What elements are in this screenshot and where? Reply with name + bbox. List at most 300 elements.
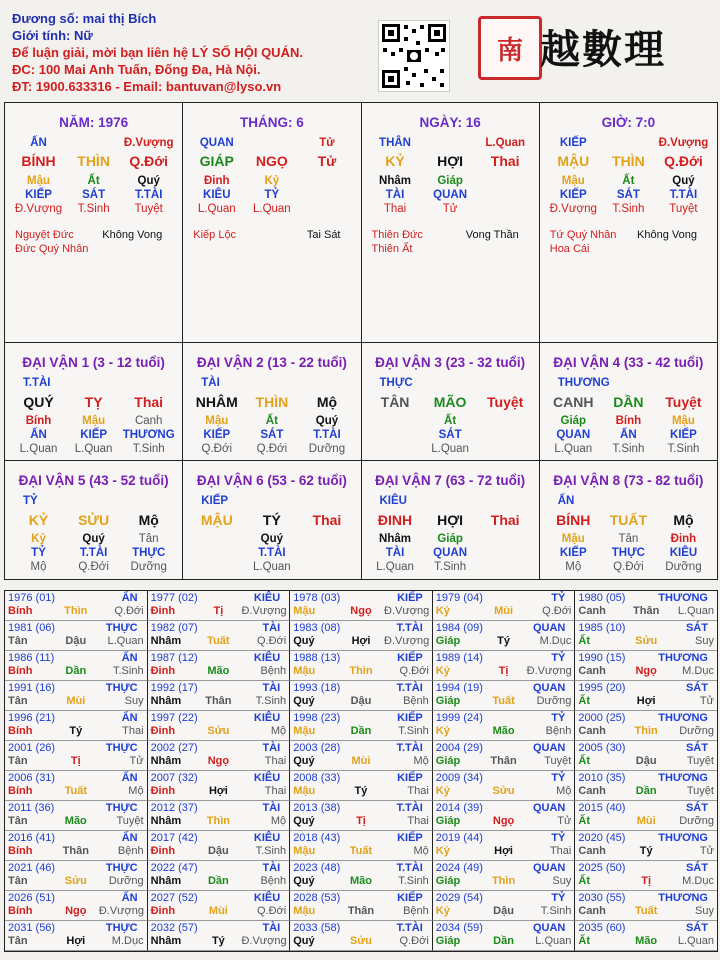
hidden-stem: Nhâm (379, 175, 411, 187)
year-cell (433, 891, 576, 921)
year-stage: Bệnh (260, 875, 287, 887)
hidden-stage: L.Quan (252, 561, 291, 573)
hidden-stage: Mộ (565, 561, 582, 573)
year-star: THỰC (105, 802, 138, 814)
year-branch: Sửu (207, 725, 230, 737)
year-star: ẤN (121, 712, 138, 724)
year-branch: Mão (64, 815, 87, 827)
owner-name: Đương số: mai thị Bích (12, 11, 157, 26)
year-stage: Tử (699, 845, 714, 857)
year-stage: Q.Đới (256, 905, 287, 917)
year-cell (575, 711, 717, 741)
year-stem: Giáp (435, 875, 461, 887)
year-stage: Suy (124, 695, 144, 707)
year-label: 1987 (12) (150, 652, 198, 664)
year-label: 1977 (02) (150, 592, 198, 604)
year-star: TỶ (551, 832, 566, 844)
hidden-stage: Tuyệt (134, 203, 163, 215)
hidden-stem (300, 174, 355, 188)
year-stem: Kỷ (435, 725, 450, 737)
year-cell (148, 891, 291, 921)
year-cell (148, 651, 291, 681)
spacer (423, 136, 478, 150)
year-star: THƯƠNG (658, 592, 708, 604)
year-label: 2004 (29) (435, 742, 483, 754)
year-stage: Mộ (270, 725, 287, 737)
can-star: KIÊU (379, 495, 407, 507)
year-label: 1988 (13) (293, 652, 341, 664)
dai-van-title: ĐẠI VẬN 1 (3 - 12 tuổi) (22, 355, 165, 370)
year-label: 1993 (18) (293, 682, 341, 694)
year-branch: Tị (356, 815, 366, 827)
year-star: SÁT (685, 622, 708, 634)
year-stem: Đinh (150, 785, 176, 797)
year-stage: Tử (699, 695, 714, 707)
stage: Mộ (673, 512, 694, 528)
year-cell (5, 921, 148, 951)
heavenly-stem: BÍNH (556, 512, 591, 528)
stage: Thai (490, 512, 520, 528)
year-cell (575, 891, 717, 921)
hidden-star: KIẾP (559, 547, 587, 559)
year-cell (575, 921, 717, 951)
year-stem: Mậu (293, 905, 316, 917)
hidden-stage: T.Sinh (132, 443, 165, 455)
dai-van-title: ĐẠI VẬN 4 (33 - 42 tuổi) (553, 355, 704, 370)
hidden-stem (478, 414, 533, 428)
special-star: Vong Thần (465, 229, 519, 241)
year-branch: Dậu (65, 635, 87, 647)
stage: Tử (317, 153, 337, 169)
year-branch: Dần (65, 665, 87, 677)
year-stage: Tuyệt (544, 755, 572, 767)
year-star: TÀI (262, 682, 281, 694)
hidden-star: T.TÀI (313, 429, 341, 441)
heavenly-stem: TÂN (380, 394, 410, 410)
year-star: TÀI (262, 922, 281, 934)
year-branch: Sửu (492, 785, 515, 797)
year-cell (148, 921, 291, 951)
year-label: 2007 (32) (150, 772, 198, 784)
hidden-stage (300, 202, 355, 216)
year-star: TỶ (551, 592, 566, 604)
year-stem: Quý (293, 935, 315, 947)
year-stage: T.Sinh (398, 725, 429, 737)
year-label: 1976 (01) (8, 592, 56, 604)
phone-email: ĐT: 1900.633316 - Email: bantuvan@lyso.vn (12, 79, 282, 94)
year-stem: Kỷ (435, 785, 450, 797)
year-label: 2016 (41) (8, 832, 56, 844)
hidden-star: KIẾP (670, 429, 697, 441)
hidden-stem: Bính (615, 415, 642, 427)
spacer (252, 494, 303, 508)
year-cell (148, 711, 291, 741)
year-branch: Thân (633, 605, 660, 617)
year-star: QUAN (532, 622, 566, 634)
year-label: 2035 (60) (578, 922, 626, 934)
special-star: Thiên Ất (371, 243, 413, 255)
hidden-stem: Mậu (27, 175, 51, 187)
hidden-star: SÁT (438, 429, 462, 441)
can-star: THỰC (379, 377, 413, 389)
year-branch: Tị (213, 605, 224, 617)
year-stage: T.Sinh (540, 905, 572, 917)
year-branch: Ngọ (492, 815, 515, 827)
stage: Tử (319, 137, 335, 149)
year-stem: Canh (578, 605, 606, 617)
year-stage: T.Sinh (255, 695, 287, 707)
year-star: ẤN (121, 592, 138, 604)
address: ĐC: 100 Mai Anh Tuấn, Đống Đa, Hà Nội. (12, 62, 261, 77)
earthly-branch: TUẤT (609, 512, 648, 528)
year-stem: Giáp (435, 935, 461, 947)
year-cell (5, 861, 148, 891)
hidden-stem: Mậu (671, 415, 695, 427)
stage: Đ.Vượng (658, 137, 709, 149)
year-cell (290, 741, 433, 771)
can-star: QUAN (199, 137, 234, 149)
year-branch: Tý (497, 635, 510, 647)
year-stem: Quý (293, 875, 315, 887)
year-branch: Sửu (635, 635, 658, 647)
hidden-stage: Dưỡng (665, 561, 702, 573)
year-star: KIÊU (253, 892, 281, 904)
year-stage: Đ.Vượng (384, 605, 430, 617)
year-star: TÀI (262, 622, 281, 634)
heavenly-stem: MẬU (200, 512, 233, 528)
year-star: TÀI (262, 862, 281, 874)
year-stem: Bính (8, 785, 33, 797)
pillar-1 (183, 103, 361, 343)
year-stage: Dưỡng (679, 815, 714, 827)
hidden-stage: T.Sinh (667, 443, 700, 455)
hidden-stage (478, 202, 533, 216)
heavenly-stem: MẬU (557, 153, 590, 169)
hidden-stem: Tân (618, 533, 639, 545)
year-cell (290, 621, 433, 651)
year-stem: Tân (8, 755, 28, 767)
hidden-stage: Mộ (30, 561, 47, 573)
pillar-0 (5, 103, 183, 343)
hidden-stem: Canh (134, 415, 163, 427)
year-label: 2008 (33) (293, 772, 341, 784)
earthly-branch: DẦN (613, 394, 644, 410)
hidden-star (300, 188, 355, 202)
year-label: 2028 (53) (293, 892, 341, 904)
year-stage: Q.Đới (399, 665, 429, 677)
special-star: Thiên Đức (371, 229, 423, 241)
year-stage: Mộ (270, 815, 287, 827)
hidden-star: TÀI (385, 547, 405, 559)
year-label: 1978 (03) (293, 592, 341, 604)
can-star: TÀI (201, 377, 220, 389)
year-star: QUAN (532, 922, 566, 934)
year-branch: Thìn (349, 665, 373, 677)
year-stem: Nhâm (150, 875, 182, 887)
year-star: T.TÀI (396, 682, 423, 694)
year-cell (148, 831, 291, 861)
year-cell (5, 801, 148, 831)
year-cell (433, 711, 576, 741)
hidden-stem: Quý (82, 533, 105, 545)
year-cell (290, 771, 433, 801)
hidden-star: T.TÀI (669, 189, 698, 201)
heavenly-stem: KỶ (28, 512, 49, 528)
gender: Giới tính: Nữ (12, 28, 93, 43)
year-branch: Tuất (64, 785, 87, 797)
year-stem: Kỷ (435, 845, 450, 857)
hidden-stem: Giáp (437, 533, 463, 545)
earthly-branch: THÌN (255, 394, 289, 410)
year-stem: Tân (8, 875, 28, 887)
year-star: T.TÀI (396, 622, 423, 634)
year-label: 1996 (21) (8, 712, 56, 724)
can-star: KIẾP (559, 137, 587, 149)
year-stage: Đ.Vượng (241, 605, 287, 617)
year-stem: Ất (578, 635, 590, 647)
year-stem: Canh (578, 785, 606, 797)
earthly-branch: NGỌ (255, 153, 288, 169)
year-label: 1984 (09) (435, 622, 483, 634)
hidden-stem: Quý (137, 175, 160, 187)
year-cell (575, 771, 717, 801)
stage: Q.Đới (664, 153, 703, 169)
hidden-stem: Mậu (561, 533, 585, 545)
year-star: KIẾP (397, 592, 423, 604)
year-branch: Tý (639, 845, 653, 857)
year-label: 2015 (40) (578, 802, 626, 814)
year-stage: Mộ (413, 845, 429, 857)
hidden-stage: Đ.Vượng (14, 203, 63, 215)
year-cell (5, 621, 148, 651)
special-stars (5, 222, 182, 256)
special-star: Nguyệt Đức (15, 229, 74, 241)
year-label: 1992 (17) (150, 682, 198, 694)
spacer (252, 376, 303, 390)
dai-van-2 (183, 343, 361, 461)
year-cell (433, 861, 576, 891)
year-branch: Tuất (349, 845, 373, 857)
year-stem: Ất (578, 875, 590, 887)
earthly-branch: THÌN (77, 153, 110, 169)
year-cell (5, 771, 148, 801)
hidden-stem: Mậu (561, 175, 585, 187)
year-label: 1983 (08) (293, 622, 341, 634)
year-label: 1991 (16) (8, 682, 56, 694)
year-cell (433, 681, 576, 711)
year-stem: Đinh (150, 725, 176, 737)
year-stage: Suy (694, 635, 714, 647)
stage: Mộ (316, 394, 338, 410)
year-stem: Nhâm (150, 635, 182, 647)
year-stem: Mậu (293, 845, 316, 857)
dai-van-8 (540, 461, 717, 579)
logo: 越數理 (540, 26, 666, 73)
year-star: T.TÀI (396, 862, 423, 874)
year-branch: Ngọ (65, 905, 87, 917)
year-branch: Sửu (349, 935, 372, 947)
stage: Thai (134, 394, 164, 410)
year-label: 2005 (30) (578, 742, 626, 754)
pillar-2 (362, 103, 540, 343)
year-star: KIẾP (397, 892, 423, 904)
year-stage: Tuyệt (686, 785, 714, 797)
year-label: 1990 (15) (578, 652, 626, 664)
year-label: 1995 (20) (578, 682, 626, 694)
year-stage: Thai (264, 755, 287, 767)
dai-van-5 (5, 461, 183, 579)
year-branch: Thân (490, 755, 517, 767)
year-stem: Tân (8, 635, 28, 647)
spacer (245, 136, 300, 150)
year-stage: Thai (407, 815, 429, 827)
year-branch: Tị (498, 665, 509, 677)
year-stem: Quý (293, 635, 315, 647)
year-star: KIẾP (397, 772, 423, 784)
year-cell (5, 831, 148, 861)
year-star: TỶ (551, 892, 566, 904)
pillar-title: THÁNG: 6 (240, 115, 304, 130)
year-label: 2025 (50) (578, 862, 626, 874)
year-stem: Nhâm (150, 815, 182, 827)
spacer (303, 494, 354, 508)
year-stage: Tuyệt (686, 755, 714, 767)
year-branch: Dậu (493, 905, 514, 917)
year-stem: Đinh (150, 905, 176, 917)
hidden-stem (300, 532, 355, 546)
year-stage: Mộ (556, 785, 572, 797)
year-branch: Tý (211, 935, 225, 947)
stage: Tuyệt (665, 394, 702, 410)
heavenly-stem: NHÂM (195, 394, 238, 410)
year-branch: Thân (62, 845, 89, 857)
year-stem: Nhâm (150, 935, 182, 947)
year-label: 1982 (07) (150, 622, 198, 634)
year-branch: Thân (205, 695, 232, 707)
pillar-3 (540, 103, 717, 343)
year-star: TÀI (262, 802, 281, 814)
year-stem: Nhâm (150, 755, 182, 767)
year-stage: Mộ (413, 755, 429, 767)
hidden-star: QUAN (433, 547, 468, 559)
year-branch: Tuất (492, 695, 515, 707)
hidden-stem (478, 532, 533, 546)
year-cell (148, 801, 291, 831)
year-cell (5, 711, 148, 741)
can-star: THƯƠNG (557, 377, 610, 389)
year-label: 2033 (58) (293, 922, 341, 934)
year-label: 1989 (14) (435, 652, 483, 664)
year-stage: T.Sinh (398, 875, 429, 887)
year-stem: Quý (293, 755, 315, 767)
hidden-star: TỶ (264, 189, 280, 201)
year-cell (575, 591, 717, 621)
spacer (660, 376, 711, 390)
year-cell (290, 801, 433, 831)
spacer (125, 376, 176, 390)
year-stage: Dưỡng (536, 695, 572, 707)
hidden-stage: T.Sinh (612, 443, 645, 455)
hidden-stage: Q.Đới (613, 561, 644, 573)
hidden-stage: L.Quan (554, 443, 593, 455)
year-label: 2030 (55) (578, 892, 626, 904)
hidden-star: SÁT (260, 429, 284, 441)
hidden-star: KIẾP (203, 429, 231, 441)
year-branch: Mùi (208, 905, 228, 917)
hidden-stem: Mậu (205, 415, 229, 427)
year-branch: Mùi (66, 695, 86, 707)
year-star: QUAN (532, 742, 566, 754)
year-stem: Mậu (293, 785, 316, 797)
hidden-star: T.TÀI (258, 547, 286, 559)
year-label: 2000 (25) (578, 712, 626, 724)
year-stem: Giáp (435, 635, 461, 647)
year-stem: Nhâm (150, 695, 182, 707)
year-cell (148, 621, 291, 651)
year-cell (575, 861, 717, 891)
year-branch: Dậu (635, 755, 657, 767)
heavenly-stem: KỶ (385, 153, 405, 169)
year-branch: Dần (350, 725, 372, 737)
year-star: THƯƠNG (658, 772, 708, 784)
year-stem: Canh (578, 725, 606, 737)
year-stem: Ất (578, 755, 590, 767)
year-cell (433, 591, 576, 621)
earthly-branch: TÝ (262, 512, 281, 528)
hidden-stage: T.Sinh (77, 203, 110, 215)
year-star: THỰC (105, 922, 138, 934)
year-label: 2018 (43) (293, 832, 341, 844)
hidden-stage (368, 442, 423, 456)
year-stage: Dưỡng (108, 875, 144, 887)
hidden-star (190, 546, 245, 560)
year-stem: Ất (578, 695, 590, 707)
spacer (609, 494, 660, 508)
year-stage: L.Quan (107, 635, 144, 647)
year-stage: T.Sinh (255, 845, 287, 857)
hidden-stage: T.Sinh (434, 561, 467, 573)
year-stage: Mộ (128, 785, 144, 797)
year-label: 2002 (27) (150, 742, 198, 754)
hidden-stage: Đ.Vượng (549, 203, 597, 215)
year-star: T.TÀI (396, 922, 423, 934)
hidden-stem: Nhâm (379, 533, 411, 545)
year-stem: Mậu (293, 605, 316, 617)
year-branch: Ngọ (635, 665, 657, 677)
special-star: Kiếp Lộc (193, 229, 237, 241)
year-branch: Mùi (636, 815, 656, 827)
spacer (303, 376, 354, 390)
year-branch: Tuất (207, 635, 230, 647)
year-star: KIÊU (253, 712, 281, 724)
year-stem: Bính (8, 665, 33, 677)
year-cell (148, 591, 291, 621)
stage: Thai (312, 512, 342, 528)
spacer (431, 494, 482, 508)
hidden-star: TỶ (31, 547, 46, 559)
pillar-title: GIỜ: 7:0 (601, 115, 656, 130)
year-stage: Bệnh (545, 725, 572, 737)
year-star: SÁT (685, 802, 708, 814)
year-star: ẤN (121, 892, 138, 904)
dai-van-7 (362, 461, 540, 579)
year-star: KIẾP (397, 832, 423, 844)
year-cell (575, 831, 717, 861)
hidden-star: QUAN (433, 189, 468, 201)
hidden-stem: Đinh (204, 175, 230, 187)
year-star: KIẾP (397, 712, 423, 724)
year-branch: Mão (492, 725, 515, 737)
